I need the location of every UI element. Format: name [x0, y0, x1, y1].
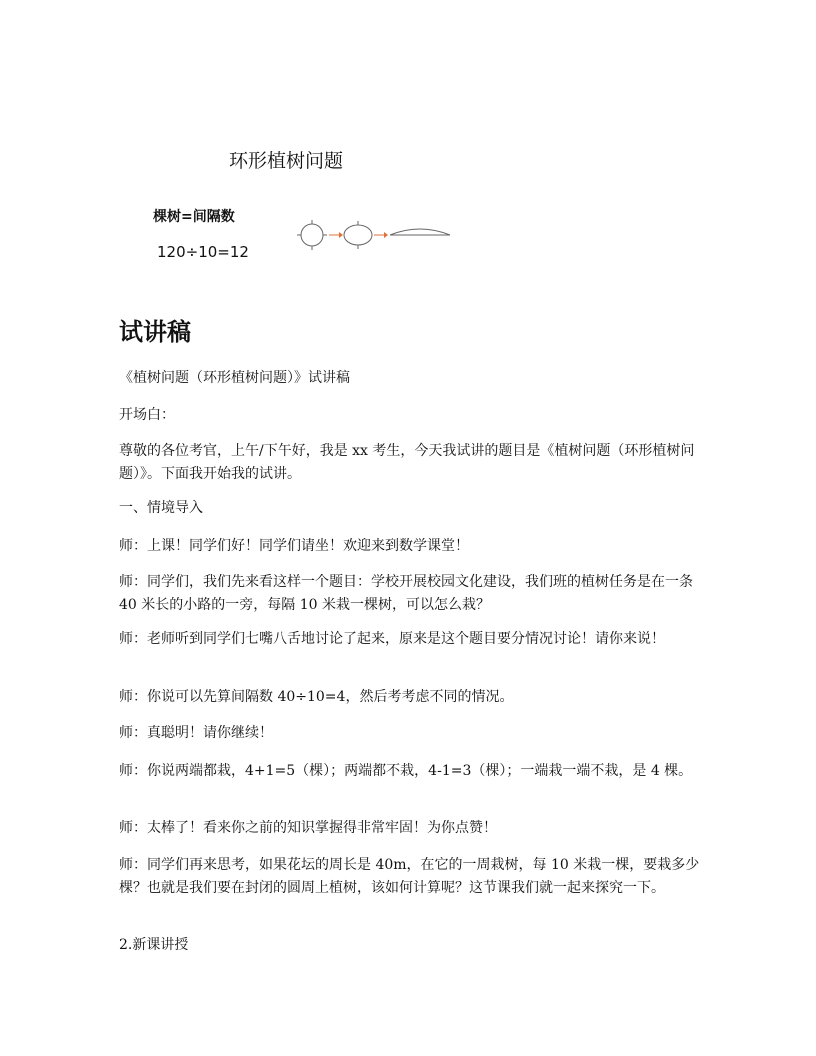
teacher-line: 师：同学们，我们先来看这样一个题目：学校开展校园文化建设，我们班的植树任务是在一条 40 米长的小路的一旁，每隔 10 米栽一棵树，可以怎么栽？ [119, 574, 693, 613]
teacher-line: 师：上课！同学们好！同学们请坐！欢迎来到数学课堂！ [119, 538, 469, 554]
blackboard-formula-calc: 120÷10=12 [157, 243, 249, 261]
teacher-line: 师：你说可以先算间隔数 40÷10=4，然后考考虑不同的情况。 [119, 689, 514, 705]
opening-label: 开场白： [119, 407, 175, 423]
flattened-line-shape [390, 229, 450, 235]
teacher-line: 师：老师听到同学们七嘴八舌地讨论了起来，原来是这个题目要分情况讨论！请你来说！ [119, 631, 665, 647]
greeting-paragraph: 尊敬的各位考官，上午/下午好，我是 xx 考生，今天我试讲的题目是《植树问题（环形植树问题）》。下面我开始我的试讲。 [119, 443, 695, 482]
circle-to-line-diagram [290, 214, 455, 256]
teacher-line: 师：你说两端都栽，4+1=5（棵）；两端都不栽，4-1=3（棵）；一端栽一端不栽，是 4 棵。 [119, 763, 693, 779]
circle-shape [297, 220, 327, 250]
arrow-icon [374, 232, 388, 238]
teacher-line: 师：太棒了！看来你之前的知识掌握得非常牢固！为你点赞！ [119, 820, 497, 836]
teacher-line: 师：真聪明！请你继续！ [119, 725, 273, 741]
blackboard-formula-rule: 棵树=间隔数 [153, 209, 235, 225]
document-heading: 试讲稿 [119, 318, 191, 346]
section-heading-intro: 一、情境导入 [119, 500, 203, 516]
oval-shape [344, 221, 372, 249]
doc-title-paragraph: 《植树问题（环形植树问题）》试讲稿 [119, 370, 350, 386]
arrow-icon [329, 232, 343, 238]
blackboard-title: 环形植树问题 [229, 150, 344, 172]
section-heading-new-lesson: 2.新课讲授 [119, 937, 189, 953]
teacher-line: 师：同学们再来思考，如果花坛的周长是 40m，在它的一周栽树，每 10 米栽一棵，要栽多少棵？也就是我们要在封闭的圆周上植树，该如何计算呢？这节课我们就一起来探究一下。 [119, 857, 700, 896]
